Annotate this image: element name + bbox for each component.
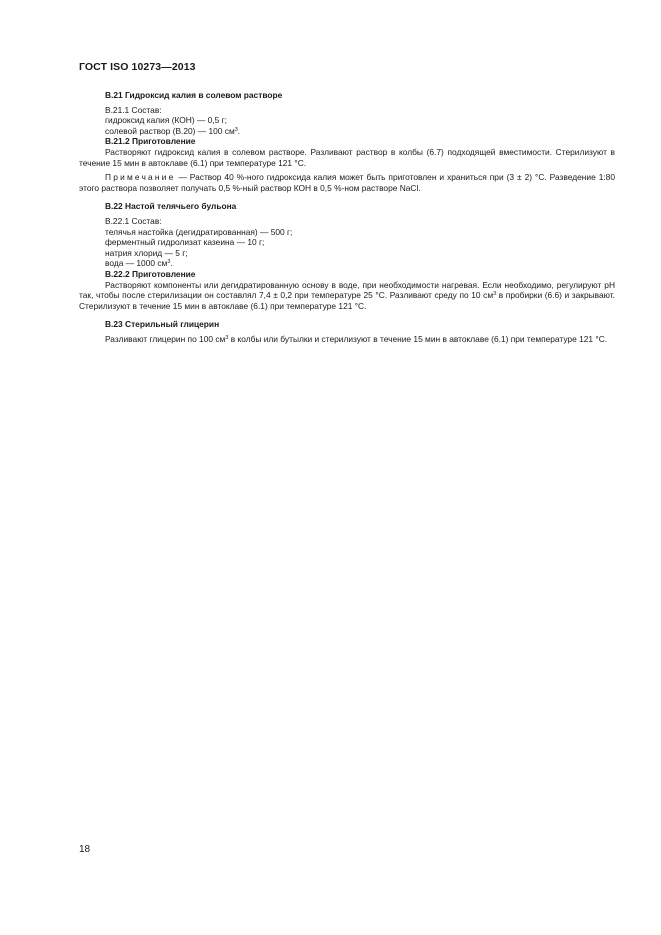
- section-b23: [79, 319, 615, 344]
- b22-item-nacl: натрия хлорид — 5 г;: [105, 247, 188, 258]
- b21-note: Примечание — Раствор 40 %-ного гидроксида калия может быть приготовлен и храниться при (3 ± 2) °С. Разведение 1:80 этого раствора позволяет получать 0,5 %-ный раствор КОН в 0,5 %-ном растворе NaCl.: [79, 172, 615, 193]
- section-b22-heading: В.22 Настой телячьего бульона: [105, 201, 237, 212]
- page-number: 18: [79, 844, 91, 855]
- section-b21-heading: В.21 Гидроксид калия в солевом растворе: [105, 90, 283, 100]
- note-label: Примечание: [105, 172, 176, 183]
- b22-item-casein: ферментный гидролизат казеина — 10 г;: [105, 237, 265, 248]
- b21-prep-text: Растворяют гидроксид калия в солевом растворе. Разливают раствор в колбы (6.7) подходящей вместимости. Стерилизуют в течение 15 мин в автоклаве (6.1) при температуре 121 °С.: [79, 146, 615, 168]
- b22-prep-text: Растворяют компоненты или дегидратированную основу в воде, при необходимости нагревая. Если необходимо, регулируют рН так, чтобы после стерилизации он составлял 7,4 ± 0,2 при температуре 25 °С. Разливают среду по 10 $см^3$ в пробирки (6.6) и закрывают. Стерилизуют в течение 15 мин в автоклаве (6.1) при температуре 121 °С.: [79, 279, 615, 311]
- b22-item-water: вода — 1000 $см^3$.: [105, 258, 173, 269]
- b21-item-saline: солевой раствор (В.20) — 100 $см^3$.: [105, 125, 241, 136]
- section-b21: [79, 90, 615, 193]
- b22-composition-label: В.22.1 Состав:: [105, 215, 162, 226]
- section-b23-heading: В.23 Стерильный глицерин: [105, 319, 220, 330]
- document-header: ГОСТ ISO 10273—2013: [79, 61, 196, 73]
- b21-composition-label: В.21.1 Состав:: [105, 104, 162, 115]
- b21-prep-heading: В.21.2 Приготовление: [105, 136, 196, 147]
- b22-prep-heading: В.22.2 Приготовление: [105, 268, 196, 279]
- section-b22: [79, 201, 615, 311]
- b21-item-koh: гидроксид калия (КОН) — 0,5 г;: [105, 115, 228, 126]
- document-body: [79, 90, 615, 344]
- b23-text: Разливают глицерин по 100 $см^3$ в колбы или бутылки и стерилизуют в течение 15 мин в автоклаве (6.1) при температуре 121 °С.: [105, 333, 608, 344]
- b22-item-veal-infusion: телячья настойка (дегидратированная) — 500 г;: [105, 226, 293, 237]
